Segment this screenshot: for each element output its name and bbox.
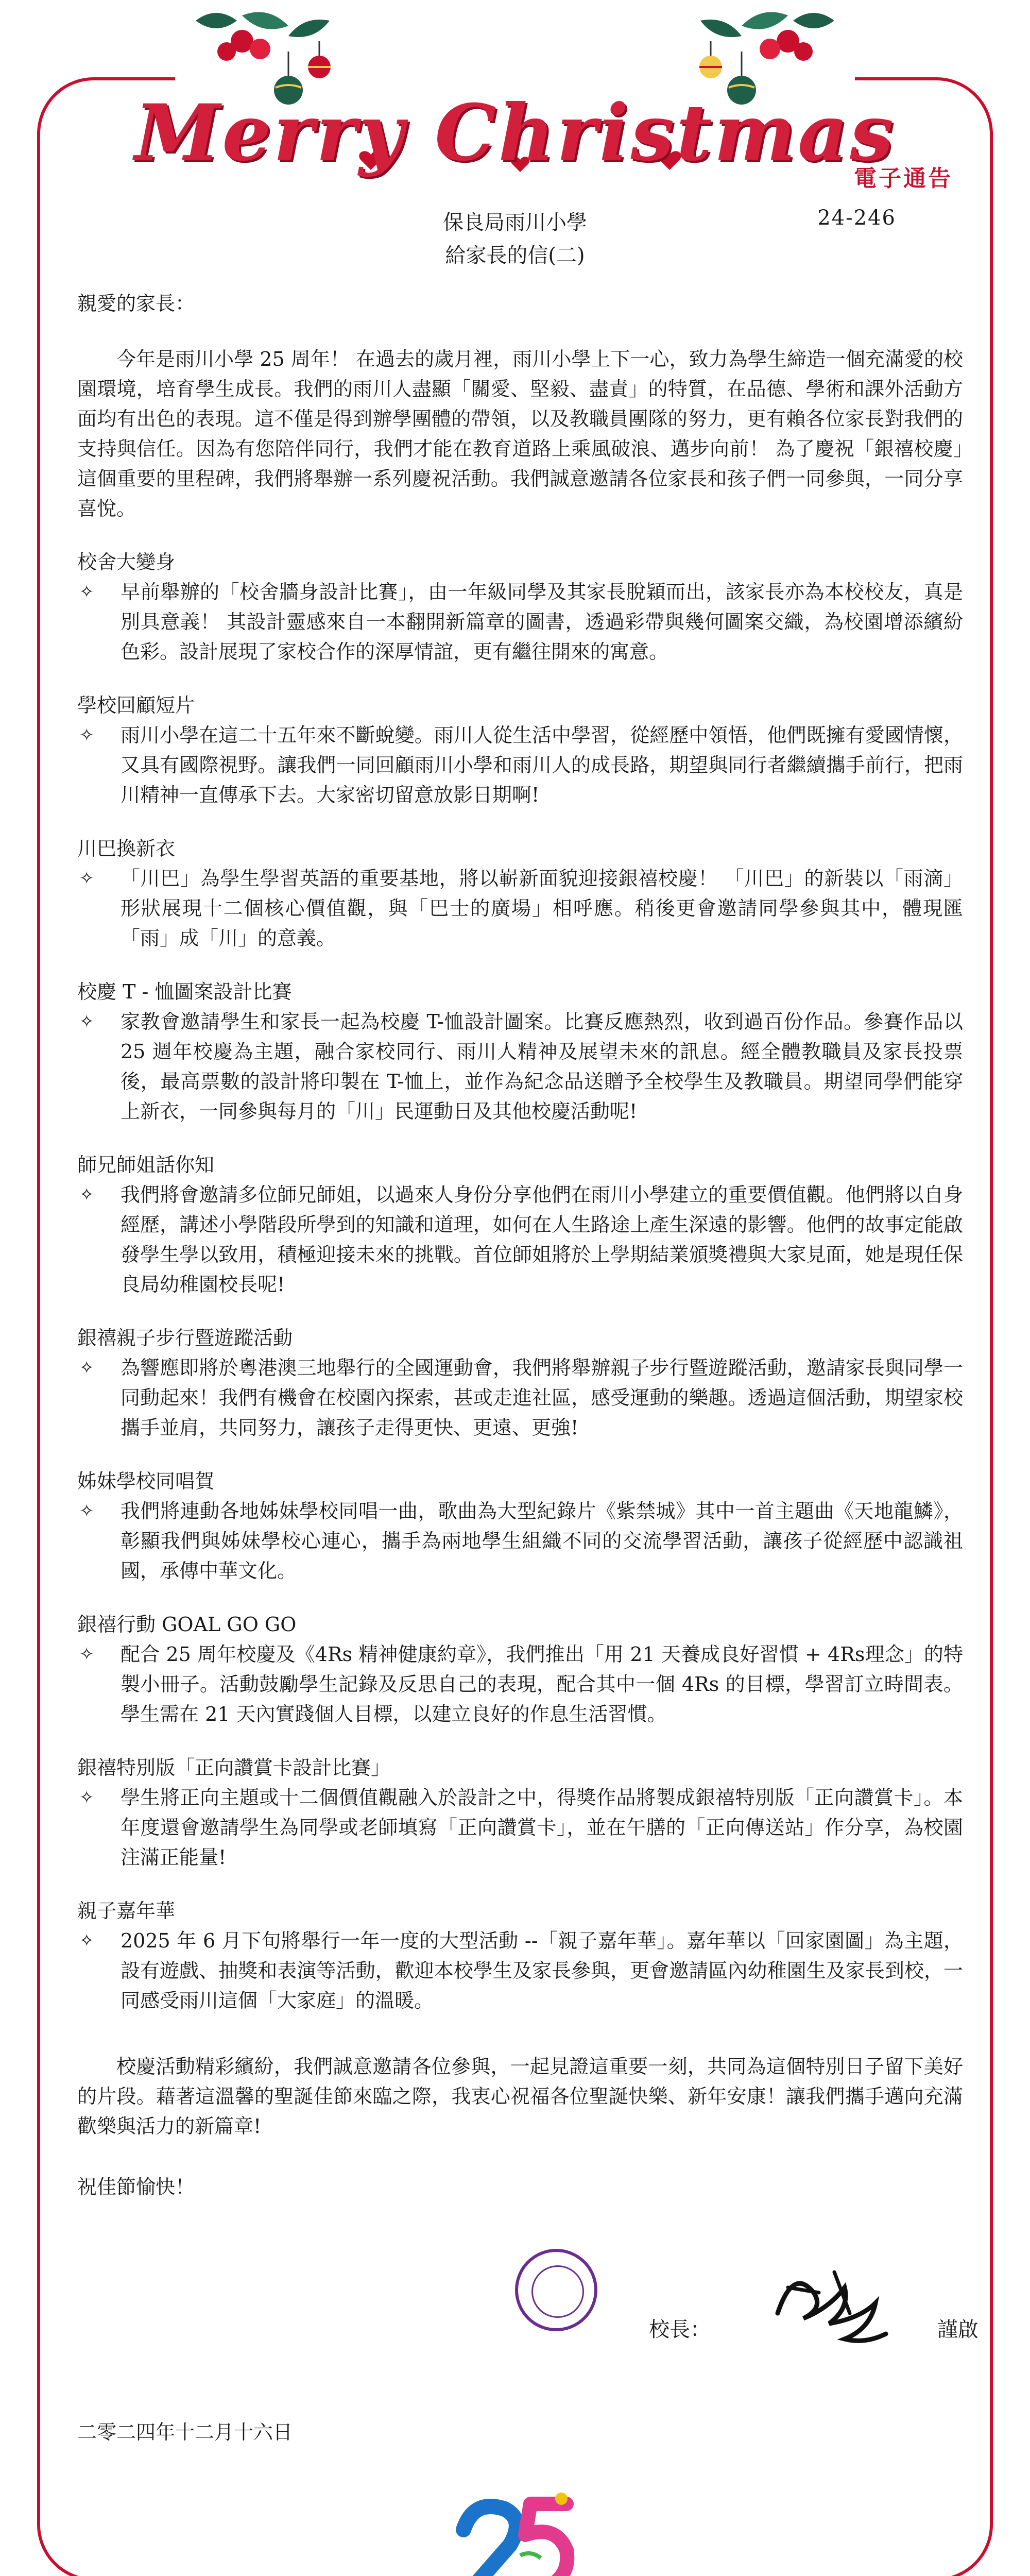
section-bullet [77, 1496, 963, 1586]
bullet-star-icon: ✧ [79, 868, 94, 889]
section-bullet [77, 1180, 963, 1299]
school-name: 保良局雨川小學 [443, 211, 587, 234]
wish-line: 祝佳節愉快！ [77, 2176, 195, 2198]
bullet-star-icon: ✧ [79, 1501, 94, 1521]
section [77, 977, 963, 1126]
section-title: 校舍大變身 [77, 551, 176, 573]
section-text: 早前舉辦的「校舍牆身設計比賽」，由一年級同學及其家長脫穎而出，該家長亦為本校校友，真是別具意義！ 其設計靈感來自一本翻開新篇章的圖書，透過彩帶與幾何圖案交織，為校園增添繽紛色彩。設計展現了家校合作的深厚情誼，更有繼往開來的寓意。 [121, 581, 963, 663]
section-title: 川巴換新衣 [77, 837, 176, 860]
bullet-star-icon: ✧ [79, 1787, 94, 1808]
section [77, 1466, 963, 1586]
section-text: 學生將正向主題或十二個價值觀融入於設計之中，得獎作品將製成銀禧特別版「正向讚賞卡」。本年度還會邀請學生為同學或老師填寫「正向讚賞卡」，並在午膳的「正向傳送站」作分享，為校園注滿正能量! [121, 1786, 963, 1869]
letter-title: 給家長的信(二) [445, 244, 585, 267]
school-seal-icon [515, 2249, 597, 2331]
section-title: 校慶 T - 恤圖案設計比賽 [77, 980, 292, 1003]
sections-list [77, 547, 963, 2015]
section-bullet [77, 1007, 963, 1126]
salutation: 親愛的家長： [77, 292, 195, 315]
closing-respect: 謹啟 [937, 2318, 978, 2342]
section-text: 為響應即將於粵港澳三地舉行的全國運動會，我們將舉辦親子步行暨遊蹤活動，邀請家長與同學一同動起來！我們有機會在校園內探索，甚或走進社區，感受運動的樂趣。透過這個活動，期望家校攜手並肩，共同努力，讓孩子走得更快、更遠、更強! [121, 1357, 963, 1439]
reference-number: 24-246 [817, 206, 896, 230]
bullet-star-icon: ✧ [79, 582, 94, 602]
section-title: 銀禧行動 GOAL GO GO [77, 1613, 297, 1636]
section-title: 親子嘉年華 [77, 1900, 176, 1922]
section-text: 雨川小學在這二十五年來不斷蛻變。雨川人從生活中學習，從經歷中領悟，他們既擁有愛國情懷，又具有國際視野。讓我們一同回顧雨川小學和雨川人的成長路，期望與同行者繼續攜手前行，把雨川精神一直傳承下去。大家密切留意放影日期啊! [121, 724, 963, 806]
anniversary-25-logo-icon [443, 2488, 587, 2576]
section-bullet [77, 1926, 963, 2015]
letter-body [77, 289, 963, 2202]
letter-date: 二零二四年十二月十六日 [77, 2421, 293, 2444]
section-text: 「川巴」為學生學習英語的重要基地，將以嶄新面貌迎接銀禧校慶！ 「川巴」的新裝以「雨滴」形狀展現十二個核心價值觀，與「巴士的廣場」相呼應。稍後更會邀請同學參與其中，體現匯「雨」成「川」的意義。 [121, 867, 963, 950]
section [77, 1150, 963, 1299]
bullet-star-icon: ✧ [79, 1184, 94, 1205]
section [77, 834, 963, 953]
section-bullet [77, 1353, 963, 1443]
section [77, 1609, 963, 1729]
letter-heading [422, 206, 608, 272]
section-title: 學校回顧短片 [77, 694, 195, 717]
section [77, 1323, 963, 1443]
section-text: 配合 25 周年校慶及《4Rs 精神健康約章》，我們推出「用 21 天養成良好習慣 + 4Rs理念」的特製小冊子。活動鼓勵學生記錄及反思自己的表現，配合其中一個 4Rs 的目標，學習訂立時間表。學生需在 21 天內實踐個人目標，以建立良好的作息生活習慣。 [121, 1643, 963, 1725]
intro-paragraph: 今年是雨川小學 25 周年！ 在過去的歲月裡，雨川小學上下一心，致力為學生締造一個充滿愛的校園環境，培育學生成長。我們的雨川人盡顯「關愛、堅毅、盡責」的特質，在品德、學術和課外活動方面均有出色的表現。這不僅是得到辦學團體的帶領，以及教職員團隊的努力，更有賴各位家長對我們的支持與信任。因為有您陪伴同行，我們才能在教育道路上乘風破浪、邁步向前！ 為了慶祝「銀禧校慶」這個重要的里程碑，我們將舉辦一系列慶祝活動。我們誠意邀請各位家長和孩子們一同參與，一同分享喜悅。 [77, 348, 963, 520]
section [77, 690, 963, 810]
section-bullet [77, 720, 963, 810]
section-bullet [77, 1639, 963, 1729]
section-title: 銀禧特別版「正向讚賞卡設計比賽」 [77, 1756, 391, 1779]
principal-label: 校長： [649, 2318, 711, 2342]
section-title: 銀禧親子步行暨遊蹤活動 [77, 1327, 293, 1349]
section [77, 1896, 963, 2015]
bullet-star-icon: ✧ [79, 725, 94, 745]
bullet-star-icon: ✧ [79, 1011, 94, 1032]
bullet-star-icon: ✧ [79, 1644, 94, 1665]
section-bullet [77, 577, 963, 667]
section-bullet [77, 863, 963, 953]
section-title: 師兄師姐話你知 [77, 1154, 215, 1176]
bullet-star-icon: ✧ [79, 1358, 94, 1378]
notice-type-label: 電子通告 [854, 165, 953, 192]
section-text: 家教會邀請學生和家長一起為校慶 T-恤設計圖案。比賽反應熱烈，收到過百份作品。參賽作品以 25 週年校慶為主題，融合家校同行、雨川人精神及展望未來的訊息。經全體教職員及家長投票後，最高票數的設計將印製在 T-恤上，並作為紀念品送贈予全校學生及教職員。期望同學們能穿上新衣，一同參與每月的「川」民運動日及其他校慶活動呢! [121, 1010, 963, 1123]
closing-paragraph: 校慶活動精彩繽紛，我們誠意邀請各位參與，一起見證這重要一刻，共同為這個特別日子留下美好的片段。藉著這溫馨的聖誕佳節來臨之際，我衷心祝福各位聖誕快樂、新年安康！讓我們攜手邁向充滿歡樂與活力的新篇章! [77, 2055, 963, 2138]
section-text: 2025 年 6 月下旬將舉行一年一度的大型活動 --「親子嘉年華」。嘉年華以「回家園圖」為主題，設有遊戲、抽獎和表演等活動，歡迎本校學生及家長參與，更會邀請區內幼稚園生及家長到校，一同感受雨川這個「大家庭」的溫暖。 [121, 1929, 963, 2012]
section-text: 我們將會邀請多位師兄師姐，以過來人身份分享他們在雨川小學建立的重要價值觀。他們將以自身經歷，講述小學階段所學到的知識和道理，如何在人生路途上產生深遠的影響。他們的故事定能啟發學生學以致用，積極迎接未來的挑戰。首位師姐將於上學期結業頒獎禮與大家見面，她是現任保良局幼稚園校長呢! [121, 1183, 963, 1296]
section-text: 我們將連動各地姊妹學校同唱一曲，歌曲為大型紀錄片《紫禁城》其中一首主題曲《天地龍鱗》，彰顯我們與姊妹學校心連心，攜手為兩地學生組織不同的交流學習活動，讓孩子從經歷中認識祖國，承傳中華文化。 [121, 1500, 963, 1582]
section [77, 547, 963, 667]
bullet-star-icon: ✧ [79, 1930, 94, 1951]
banner-title: Merry Christmas [134, 88, 896, 178]
signature-icon [757, 2251, 912, 2354]
section-bullet [77, 1783, 963, 1872]
section-title: 姊妹學校同唱賀 [77, 1470, 215, 1493]
section [77, 1753, 963, 1872]
